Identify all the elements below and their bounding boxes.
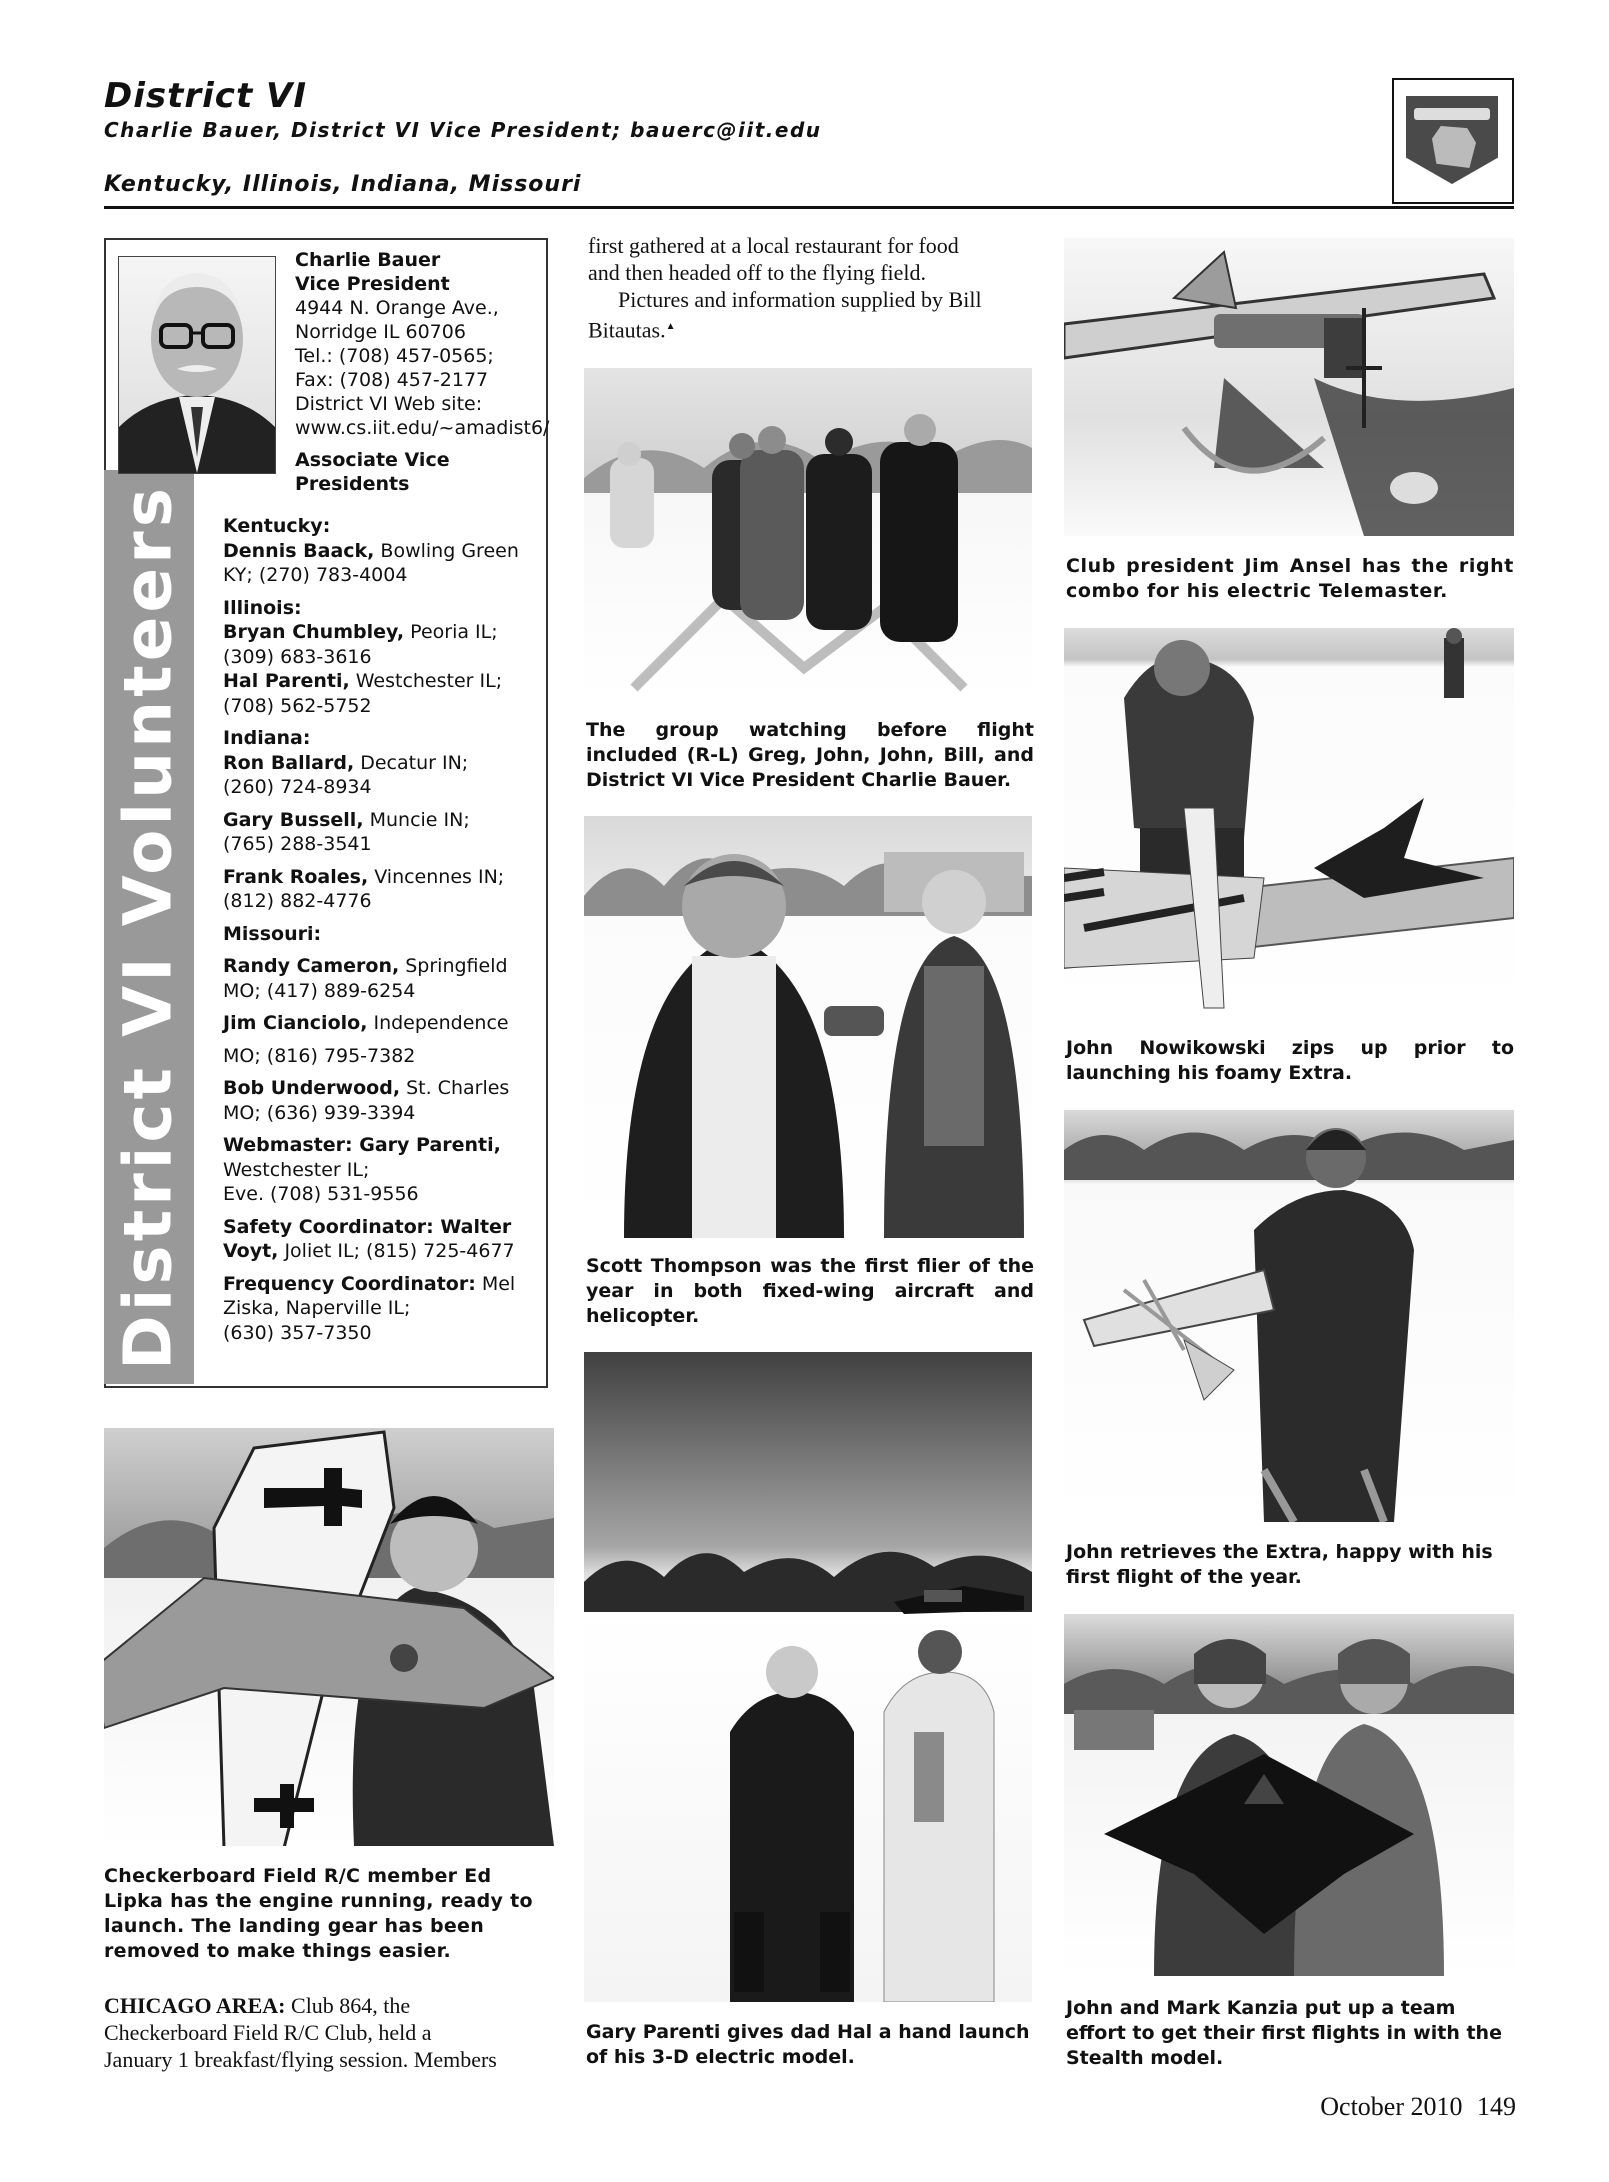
- volunteer-list: [223, 514, 538, 1345]
- header-rule: [104, 206, 1514, 209]
- volunteer-entry: Eve. (708) 531-9556: [223, 1183, 419, 1205]
- photo-nowikowski: [1064, 628, 1514, 1018]
- district-logo: [1392, 78, 1514, 204]
- volunteer-entry: (260) 724-8934: [223, 776, 372, 798]
- volunteer-entry: Gary Bussell, Muncie IN;: [223, 808, 470, 831]
- issue-date: October 2010: [1320, 2092, 1463, 2121]
- caption-gary: Gary Parenti gives dad Hal a hand launch of his 3-D electric model.: [586, 2021, 1030, 2068]
- volunteer-entry: Westchester IL;: [223, 1158, 370, 1181]
- photo-group-watching: [584, 368, 1032, 700]
- volunteer-entry: (309) 683-3616: [223, 645, 372, 668]
- photo-ed-lipka: [104, 1428, 554, 1846]
- page-footer: [1320, 2092, 1516, 2122]
- caption-jim-ansel: Club president Jim Ansel has the right combo for his electric Telemaster.: [1066, 555, 1514, 602]
- volunteer-entry: Hal Parenti, Westchester IL;: [223, 670, 503, 692]
- volunteer-entry: Frank Roales, Vincennes IN;: [223, 865, 505, 888]
- volunteer-entry: Frequency Coordinator: Mel: [223, 1272, 516, 1295]
- volunteers-sidebar: [104, 470, 194, 1384]
- caption-scott: Scott Thompson was the first flier of the year in both fixed-wing aircraft and helicopter.: [586, 1255, 1034, 1327]
- photo-retrieves-extra: [1064, 1110, 1514, 1522]
- volunteer-entry: MO; (816) 795-7382: [223, 1044, 416, 1067]
- caption-nowikowski: John Nowikowski zips up prior to launching his foamy Extra.: [1066, 1037, 1514, 1084]
- shield-icon: [1406, 96, 1498, 184]
- avp-heading: Associate Vice: [295, 449, 450, 471]
- chicago-lead: CHICAGO AREA:: [104, 1993, 286, 2018]
- volunteer-entry: Bob Underwood, St. Charles: [223, 1077, 510, 1099]
- vp-portrait: [118, 256, 276, 474]
- photo-telemaster: [1064, 238, 1514, 536]
- vp-line: 4944 N. Orange Ave.,: [295, 297, 499, 319]
- photo-scott-thompson: [584, 816, 1032, 1238]
- webmaster-label: Webmaster: Gary Parenti,: [223, 1134, 501, 1156]
- vp-line: Fax: (708) 457-2177: [295, 369, 489, 391]
- state-label: Illinois:: [223, 596, 302, 619]
- photo-gary-parenti: [584, 1352, 1032, 2002]
- caption-group: The group watching before flight included (R-L) Greg, John, John, Bill, and District VI Vice President Charlie Bauer.: [586, 719, 1034, 791]
- volunteer-entry: Ron Ballard, Decatur IN;: [223, 751, 469, 774]
- volunteer-entry: Ziska, Naperville IL;: [223, 1297, 411, 1319]
- volunteer-entry: (630) 357-7350: [223, 1321, 372, 1344]
- vp-line: Tel.: (708) 457-0565;: [295, 345, 494, 367]
- volunteer-entry: Dennis Baack, Bowling Green: [223, 539, 519, 562]
- vp-name: Charlie Bauer: [295, 249, 441, 271]
- page-number: 149: [1477, 2092, 1516, 2121]
- volunteer-entry: (812) 882-4776: [223, 890, 372, 912]
- volunteer-entry: Bryan Chumbley, Peoria IL;: [223, 621, 498, 643]
- safety-label: Safety Coordinator: Walter: [223, 1215, 512, 1238]
- volunteer-entry: MO; (417) 889-6254: [223, 979, 416, 1002]
- volunteer-entry: (708) 562-5752: [223, 694, 372, 717]
- volunteer-entry: KY; (270) 783-4004: [223, 564, 408, 586]
- district-subtitle: Charlie Bauer, District VI Vice President; bauerc@iit.edu: [104, 118, 822, 142]
- volunteer-entry: MO; (636) 939-3394: [223, 1101, 416, 1124]
- state-label: Indiana:: [223, 727, 311, 749]
- photo-kanzia: [1064, 1614, 1514, 1976]
- chicago-area-text: CHICAGO AREA: Club 864, the Checkerboard Field R/C Club, held a January 1 breakfast/flying session. Members: [104, 1993, 497, 2072]
- caption-retrieves: John retrieves the Extra, happy with his first flight of the year.: [1066, 1541, 1493, 1588]
- volunteer-entry: Randy Cameron, Springfield: [223, 955, 508, 977]
- vp-line: District VI Web site:: [295, 393, 483, 415]
- article-continuation: first gathered at a local restaurant for food and then headed off to the flying field. Pictures and information supplied by Bill Bitautas.▲: [588, 232, 1043, 343]
- volunteer-entry: Jim Cianciolo, Independence: [223, 1012, 509, 1034]
- caption-ed-lipka: Checkerboard Field R/C member Ed Lipka has the engine running, ready to launch. The landing gear has been removed to make things easier.: [104, 1865, 533, 1962]
- vp-role: Vice President: [295, 273, 450, 295]
- state-label: Kentucky:: [223, 515, 331, 537]
- ama-end-mark-icon: ▲: [665, 321, 676, 332]
- district-title: District VI: [104, 76, 307, 116]
- article-credit: Bitautas.▲: [588, 317, 676, 343]
- vp-line: Norridge IL 60706: [295, 321, 466, 343]
- state-label: Missouri:: [223, 922, 322, 945]
- district-states: Kentucky, Illinois, Indiana, Missouri: [104, 172, 582, 197]
- volunteer-entry: (765) 288-3541: [223, 833, 372, 855]
- vp-website: www.cs.iit.edu/~amadist6/: [295, 417, 550, 439]
- caption-kanzia: John and Mark Kanzia put up a team effort to get their first flights in with the Stealth model.: [1066, 1997, 1502, 2069]
- vp-contact: [295, 248, 550, 496]
- volunteer-entry: Voyt, Joliet IL; (815) 725-4677: [223, 1240, 515, 1262]
- volunteers-sidebar-label: District VI Volunteers: [109, 484, 187, 1370]
- avp-heading: Presidents: [295, 473, 410, 495]
